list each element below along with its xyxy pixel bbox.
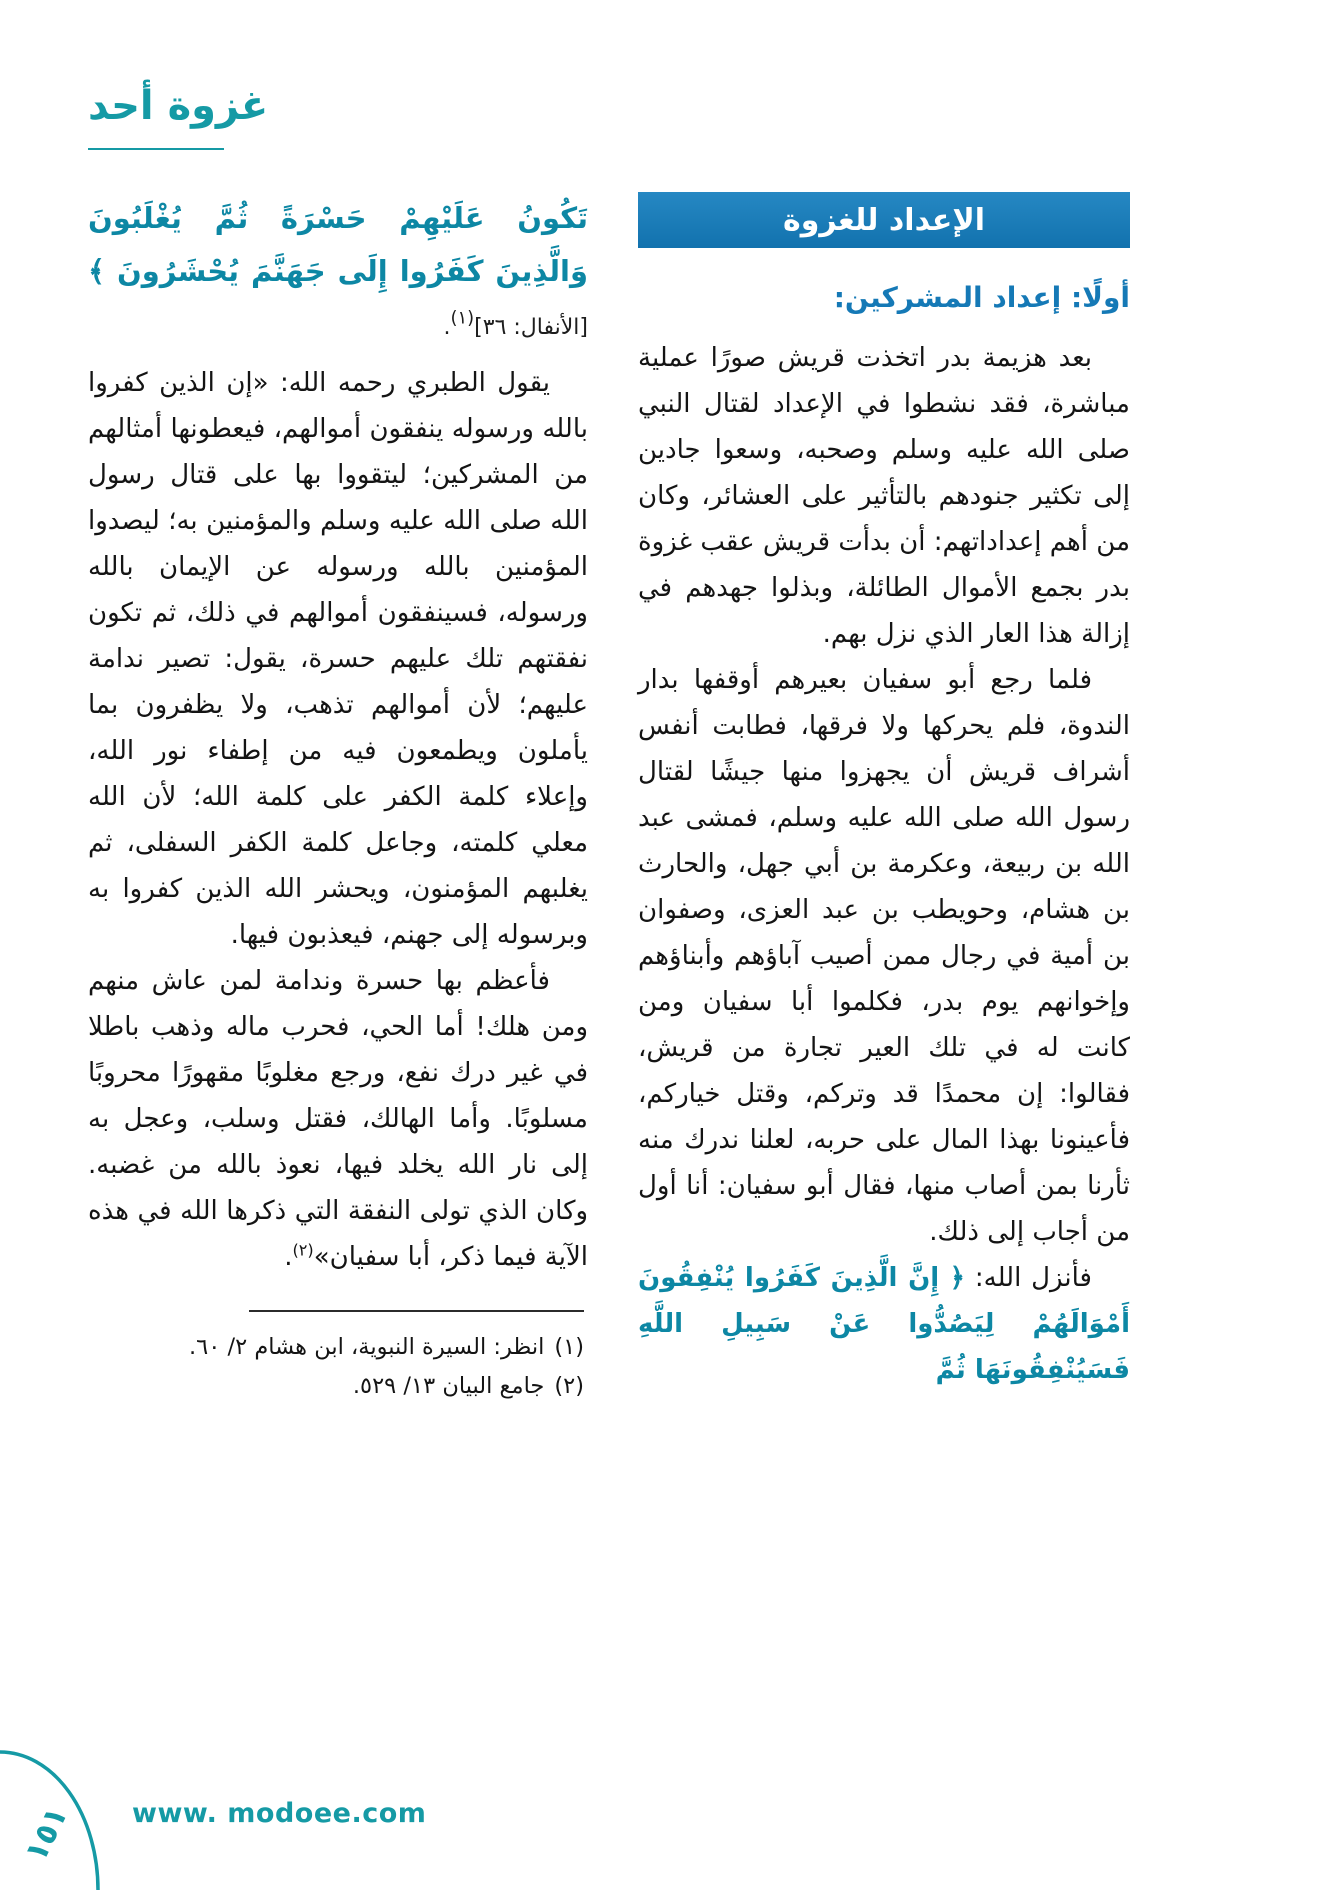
- footnote-number: (٢): [554, 1373, 584, 1399]
- section-subheading: أولًا: إعداد المشركين:: [833, 281, 1130, 314]
- corner-arc-icon: [0, 1740, 130, 1890]
- commentary-text: فأعظم بها حسرة وندامة لمن عاش منهم ومن هلك! أما الحي، فحرب ماله وذهب باطلا في غير درك نفع، ورجع مغلوبًا مقهورًا محروبًا مسلوبًا. وأما الهالك، فقتل وسلب، وعجل به إلى نار الله يخلد فيها، نعوذ بالله من غضبه. وكان الذي تولى النفقة التي ذكرها الله في هذه الآية فيما ذكر، أبا سفيان»: [88, 966, 588, 1272]
- footnote-marker-1: (١): [450, 307, 475, 329]
- para-tabari-commentary: [88, 958, 588, 1280]
- footnotes-block: [88, 1310, 588, 1406]
- footnote-number: (١): [554, 1334, 584, 1360]
- column-right: [638, 192, 1130, 1393]
- para-tabari-quote: يقول الطبري رحمه الله: «إن الذين كفروا بالله ورسوله ينفقون أموالهم، فيعطونها أمثالهم من المشركين؛ ليتقووا بها على قتال رسول الله صلى الله عليه وسلم والمؤمنين به؛ ليصدوا المؤمنين بالله ورسوله عن الإيمان بالله ورسوله، فسينفقون أموالهم في ذلك، ثم تكون نفقتهم تلك عليهم حسرة، يقول: تصير ندامة عليهم؛ لأن أموالهم تذهب، ولا يظفرون بما يأملون ويطمعون فيه من إطفاء نور الله، وإعلاء كلمة الكفر على كلمة الله؛ لأن الله معلي كلمته، وجاعل كلمة الكفر السفلى، ثم يغلبهم المؤمنون، ويحشر الله الذين كفروا به وبرسوله إلى جهنم، فيعذبون فيها.: [88, 368, 588, 950]
- column-left: [88, 192, 588, 1406]
- para-quraysh-preparation: بعد هزيمة بدر اتخذت قريش صورًا عملية مباشرة، فقد نشطوا في الإعداد لقتال النبي صلى الله عليه وسلم وصحبه، وسعوا جادين إلى تكثير جنودهم بالتأثير على العشائر، وكان من أهم إعداداتهم: أن بدأت قريش عقب غزوة بدر بجمع الأموال الطائلة، وبذلوا جهدهم في إزالة هذا العار الذي نزل بهم.: [638, 343, 1130, 650]
- verse-reference-period: .: [443, 315, 451, 340]
- para-verse-anfal-start: [638, 1255, 1130, 1393]
- footnote-separator: [249, 1310, 584, 1312]
- chapter-title: غزوة أحد: [88, 83, 269, 129]
- footnote-marker-2: (٢): [292, 1240, 314, 1260]
- footnote-text: جامع البيان ١٣/ ٥٢٩.: [352, 1373, 545, 1399]
- page-corner-ornament: [0, 1740, 130, 1890]
- page-number: ١٥١: [17, 1800, 76, 1868]
- para-verse-anfal-end: [88, 192, 588, 354]
- commentary-period: .: [284, 1242, 293, 1272]
- footnote-item-1: [88, 1328, 584, 1367]
- quran-verse-anfal-36-start: ﴿ إِنَّ الَّذِينَ كَفَرُوا يُنْفِقُونَ أَمْوَالَهُمْ لِيَصُدُّوا عَنْ سَبِيلِ اللَّهِ فَسَيُنْفِقُونَهَا ثُمَّ: [638, 1263, 1130, 1386]
- section-banner-label: الإعداد للغزوة: [782, 202, 986, 238]
- text-columns: [88, 192, 1130, 1406]
- website-url: www. modoee.com: [132, 1798, 427, 1829]
- quran-verse-anfal-36-end: تَكُونُ عَلَيْهِمْ حَسْرَةً ثُمَّ يُغْلَبُونَ وَالَّذِينَ كَفَرُوا إِلَى جَهَنَّمَ يُحْشَرُونَ ﴾: [88, 201, 588, 288]
- verse-intro-text: فأنزل الله:: [965, 1263, 1092, 1294]
- footnote-text: انظر: السيرة النبوية، ابن هشام ٢/ ٦٠.: [189, 1334, 545, 1360]
- section-banner: [638, 192, 1130, 248]
- chapter-title-rule: [88, 148, 224, 150]
- para-abu-sufyan-caravan: فلما رجع أبو سفيان بعيرهم أوقفها بدار الندوة، فلم يحركها ولا فرقها، فطابت أنفس أشراف قريش أن يجهزوا منها جيشًا لقتال رسول الله صلى الله عليه وسلم، فمشى عبد الله بن ربيعة، وعكرمة بن أبي جهل، والحارث بن هشام، وحويطب بن عبد العزى، وصفوان بن أمية في رجال ممن أصيب آباؤهم وأبناؤهم وإخوانهم يوم بدر، فكلموا أبا سفيان ومن كانت له في تلك العير تجارة من قريش، فقالوا: إن محمدًا قد وتركم، وقتل خياركم، فأعينونا بهذا المال على حربه، لعلنا ندرك منه ثأرنا بمن أصاب منها، فقال أبو سفيان: أنا أول من أجاب إلى ذلك.: [638, 665, 1130, 1248]
- footnote-item-2: [88, 1367, 584, 1406]
- verse-reference: [الأنفال: ٣٦]: [474, 315, 588, 340]
